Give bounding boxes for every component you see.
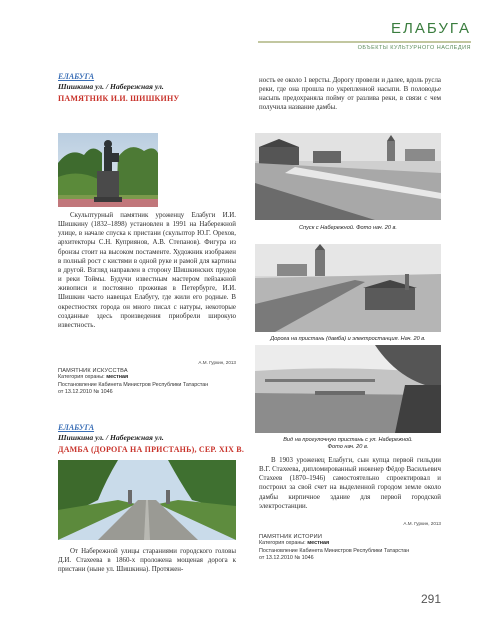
section-subtitle: ОБЪЕКТЫ КУЛЬТУРНОГО НАСЛЕДИЯ [357, 45, 471, 51]
article1-title: ПАМЯТНИК И.И. ШИШКИНУ [58, 94, 180, 103]
header-divider [258, 41, 471, 43]
article1-body: Скульптурный памятник уроженцу Елабуги И.И. Шишкину (1832–1898) установлен в 1991 на Набережной улице, в начале спуска к пристани (скульптор Ю.Г. Орехов, архитекторы С.Н. Куприянов, А.В. Степанов). Фигура из бронзы стоит на высоком постаменте. Художник изображен в полный рост с кистями в одной руке и рамой для картины в другой. Взгляд направлен в сторону Шишкинских прудов и реки Тоймы. Будучи известным мастером пейзажной живописи и постоянно проживая в Петербурге, И.И. Шишкин часто навещал Елабугу, где жили его родные. В окрестностях города он много писал с натуры, некоторые созданные здесь произведения приобрели широкую известность. [58, 212, 236, 329]
article2-body-right-bottom: В 1903 уроженец Елабуги, сын купца первой гильдии В.Г. Стахеева, дипломированный инженер Фёдор Васильевич Стахеев (1870–1946) самостоятельно спроектировал и построил за свой счет на выделенной городом земле около дамбы кирпичное здание для первой городской электростанции. [259, 457, 441, 510]
article2-protection-label: Категория охраны: [259, 540, 306, 546]
article2-protection-value: местная [307, 540, 330, 546]
article2-category-head: ПАМЯТНИК ИСТОРИИ [259, 534, 323, 540]
article1-decree-date: от 13.12.2010 № 1046 [58, 389, 113, 396]
article1-footer [58, 360, 236, 397]
article1-protection-label: Категория охраны: [58, 374, 105, 380]
photo3-caption-line2: Фото нач. 20 в. [327, 444, 369, 450]
page-number: 291 [421, 592, 442, 606]
section-title: ЕЛАБУГА [390, 20, 471, 37]
article2-heading [58, 423, 248, 454]
article1-author: А.М. Гуркин, 2013 [198, 360, 236, 365]
power-station-photo-image [255, 244, 441, 332]
article2-city: ЕЛАБУГА [58, 423, 95, 432]
photo2-caption: Дорога на пристань (дамба) и электростанция. Нач. 20 в. [270, 336, 426, 342]
article2-address: Шишкина ул. / Набережная ул. [58, 433, 164, 442]
article1-category-head: ПАМЯТНИК ИСКУССТВА [58, 368, 128, 374]
photo1-caption: Спуск с Набережной. Фото нач. 20 в. [299, 225, 397, 231]
article1-protection-value: местная [106, 374, 129, 380]
photo-dam-road [58, 460, 236, 540]
article2-protection [259, 540, 441, 548]
descent-photo-image [255, 133, 441, 220]
article2-author: А.М. Гуркин, 2013 [403, 521, 441, 526]
article1-address: Шишкина ул. / Набережная ул. [58, 82, 164, 91]
article2-body-left: От Набережной улицы стараниями городского головы Д.И. Стахеева в 1860-х проложена мощеная дорога к пристани (ныне ул. Шишкина). Протяжен- [58, 548, 236, 574]
photo3-caption [255, 437, 441, 451]
article1-heading [58, 72, 236, 103]
photo3-caption-line1: Вид на прогулочную пристань с ул. Набережной. [283, 437, 413, 443]
article1-city: ЕЛАБУГА [58, 72, 95, 81]
article2-body-right-top: ность ее около 1 версты. Дорогу провели и далее, вдоль русла реки, где она прошла по укрепленной насыпи. В половодье насыпь предохраняла пойму от разлива реки, в связи с чем получила название дамбы. [259, 77, 441, 112]
photo-promenade-pier [255, 345, 441, 433]
photo-power-station [255, 244, 441, 332]
road-photo-image [58, 460, 236, 540]
article2-decree: Постановление Кабинета Министров Республики Татарстан [259, 547, 410, 554]
article1-decree: Постановление Кабинета Министров Республики Татарстан [58, 381, 209, 388]
photo-shishkin-monument [58, 133, 158, 207]
photo-embankment-descent [255, 133, 441, 220]
article2-title: ДАМБА (ДОРОГА НА ПРИСТАНЬ), СЕР. XIX В. [58, 445, 245, 454]
article1-protection [58, 374, 236, 382]
monument-photo-image [58, 133, 158, 207]
pier-photo-image [255, 345, 441, 433]
article2-decree-date: от 13.12.2010 № 1046 [259, 555, 314, 562]
article2-footer [259, 521, 441, 563]
